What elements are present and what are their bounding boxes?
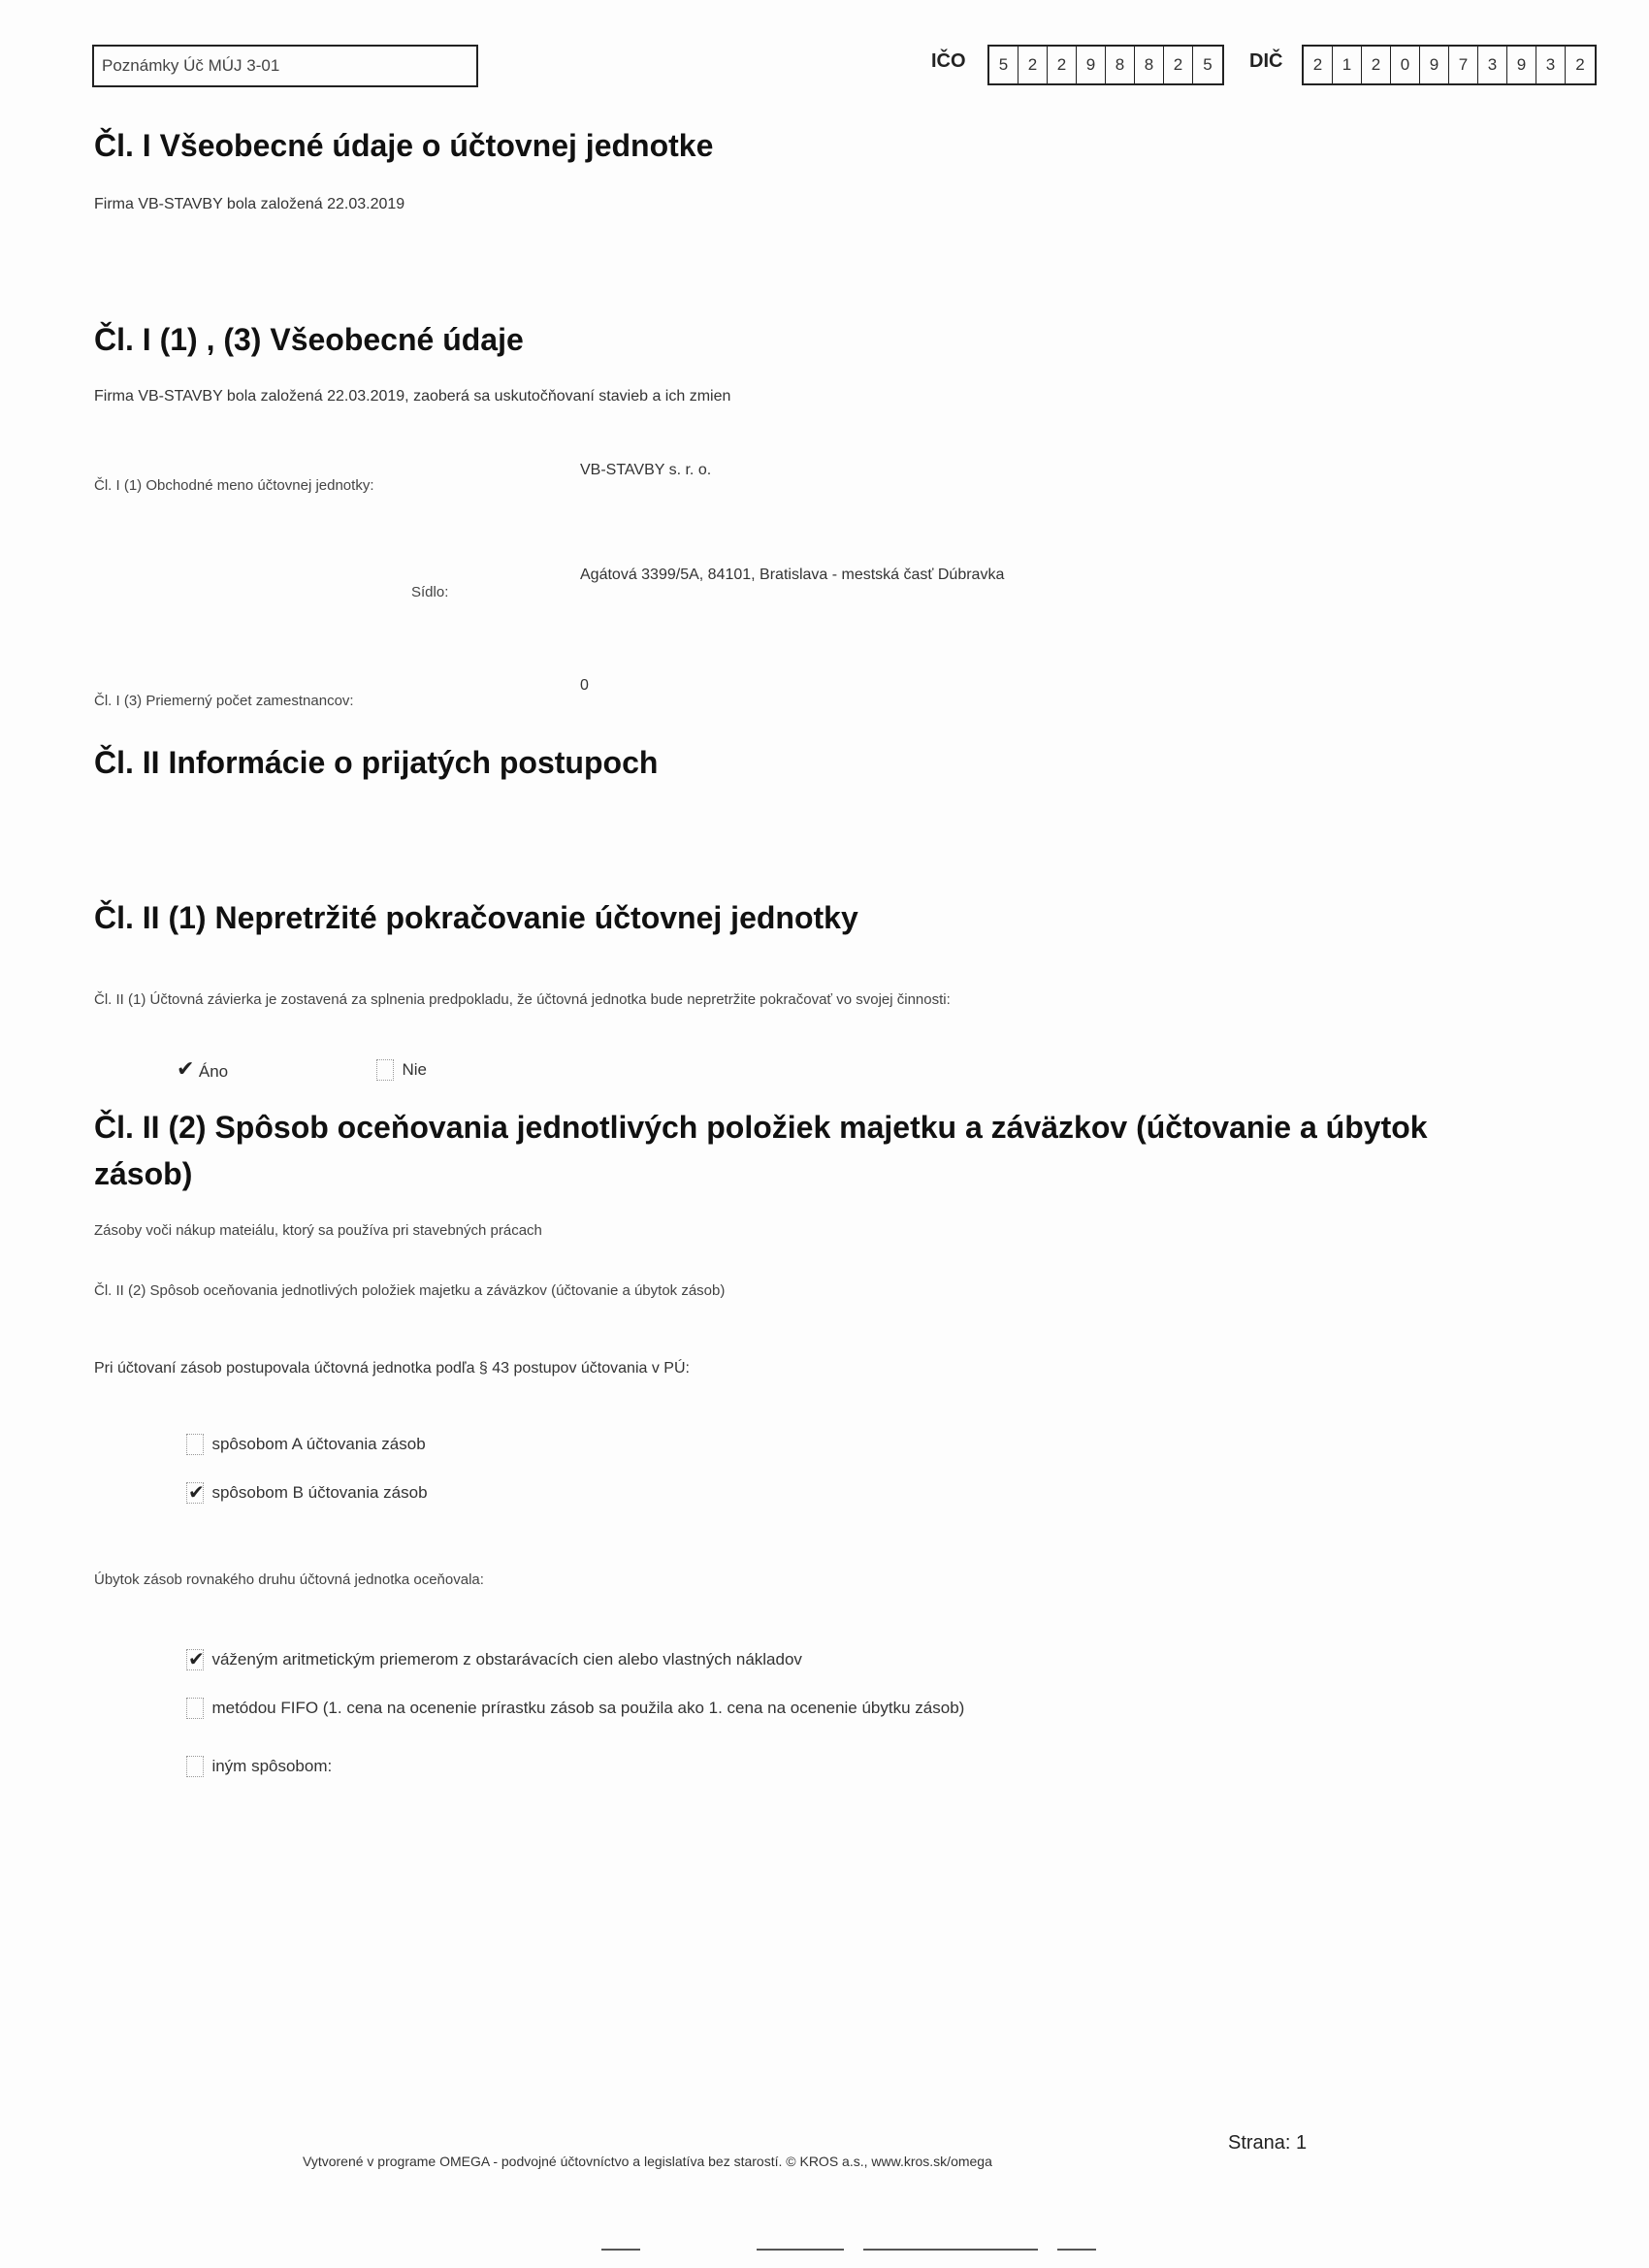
checkmark-icon: ✔ — [177, 1057, 195, 1082]
checkbox-empty-icon — [186, 1434, 204, 1455]
digit-box: 2 — [1362, 47, 1391, 83]
digit-box: 2 — [1164, 47, 1193, 83]
digit-box: 2 — [1048, 47, 1077, 83]
business-name-label: Čl. I (1) Obchodné meno účtovnej jednotky: — [94, 477, 374, 494]
seat-value: Agátová 3399/5A, 84101, Bratislava - mestská časť Dúbravka — [580, 567, 1005, 583]
digit-box: 2 — [1304, 47, 1333, 83]
digit-box: 9 — [1420, 47, 1449, 83]
option-weighted-label: váženým aritmetickým priemerom z obstarávacích cien alebo vlastných nákladov — [211, 1650, 802, 1669]
digit-box: 0 — [1391, 47, 1420, 83]
checkbox-checked-icon — [186, 1482, 204, 1504]
section2-2-title-line2: zásob) — [94, 1156, 193, 1191]
form-code-box: Poznámky Úč MÚJ 3-01 — [92, 45, 478, 87]
ico-label: IČO — [931, 50, 966, 72]
digit-box: 7 — [1449, 47, 1478, 83]
digit-box: 2 — [1018, 47, 1048, 83]
digit-box: 9 — [1077, 47, 1106, 83]
section2-1-title: Čl. II (1) Nepretržité pokračovanie účtovnej jednotky — [94, 900, 858, 935]
section2-title: Čl. II Informácie o prijatých postupoch — [94, 745, 659, 780]
ico-digit-boxes — [987, 45, 1224, 85]
footer-divider — [1057, 2249, 1096, 2251]
footer-divider — [863, 2249, 1038, 2251]
footer-divider — [601, 2249, 640, 2251]
employees-label: Čl. I (3) Priemerný počet zamestnancov: — [94, 693, 354, 709]
digit-box: 5 — [1203, 55, 1212, 74]
digit-box: 8 — [1106, 47, 1135, 83]
valuation-text: Čl. II (2) Spôsob oceňovania jednotlivých položiek majetku a záväzkov (účtovanie a úbytok zásob) — [94, 1282, 726, 1299]
section2-2-title-line1: Čl. II (2) Spôsob oceňovania jednotlivých položiek majetku a záväzkov (účtovanie a úbytok — [94, 1110, 1428, 1145]
section1-text: Firma VB-STAVBY bola založená 22.03.2019 — [94, 196, 405, 212]
dic-label: DIČ — [1249, 50, 1283, 72]
digit-box: 2 — [1575, 55, 1585, 74]
option-other[interactable] — [186, 1756, 332, 1777]
inventory-method-question: Pri účtovaní zásob postupovala účtovná jednotka podľa § 43 postupov účtovania v PÚ: — [94, 1360, 690, 1377]
option-method-a-label: spôsobom A účtovania zásob — [211, 1435, 426, 1453]
dic-digit-boxes — [1302, 45, 1597, 85]
option-method-b-label: spôsobom B účtovania zásob — [211, 1483, 428, 1502]
digit-box: 9 — [1507, 47, 1536, 83]
business-name-value: VB-STAVBY s. r. o. — [580, 462, 712, 478]
option-fifo[interactable] — [186, 1698, 964, 1719]
inventory-text: Zásoby voči nákup mateiálu, ktorý sa používa pri stavebných prácach — [94, 1222, 542, 1239]
section1b-text: Firma VB-STAVBY bola založená 22.03.2019, zaoberá sa uskutočňovaní stavieb a ich zmien — [94, 388, 731, 405]
section1b-title: Čl. I (1) , (3) Všeobecné údaje — [94, 322, 524, 357]
section1-title: Čl. I Všeobecné údaje o účtovnej jednotke — [94, 128, 714, 163]
checkbox-empty-icon — [186, 1756, 204, 1777]
employees-value: 0 — [580, 677, 589, 694]
seat-label: Sídlo: — [411, 584, 449, 600]
option-weighted[interactable] — [186, 1649, 802, 1670]
option-fifo-label: metódou FIFO (1. cena na ocenenie prírastku zásob sa použila ako 1. cena na ocenenie úbytku zásob) — [211, 1699, 965, 1717]
continuity-question: Čl. II (1) Účtovná závierka je zostavená za splnenia predpokladu, že účtovná jednotka bude nepretržite pokračovať vo svojej činnosti: — [94, 991, 951, 1008]
option-no[interactable] — [376, 1059, 427, 1081]
checkbox-empty-icon — [186, 1698, 204, 1719]
option-method-b[interactable] — [186, 1482, 428, 1504]
decrease-question: Úbytok zásob rovnakého druhu účtovná jednotka oceňovala: — [94, 1571, 484, 1588]
digit-box: 8 — [1135, 47, 1164, 83]
digit-box: 1 — [1333, 47, 1362, 83]
option-other-label: iným spôsobom: — [211, 1757, 333, 1775]
checkbox-checked-icon — [186, 1649, 204, 1670]
footer-divider — [757, 2249, 844, 2251]
digit-box: 5 — [989, 47, 1018, 83]
checkbox-empty-icon — [376, 1059, 394, 1081]
option-method-a[interactable] — [186, 1434, 426, 1455]
footer-credit: Vytvorené v programe OMEGA - podvojné účtovníctvo a legislatíva bez starostí. © KROS a.s., www.kros.sk/omega — [303, 2154, 992, 2169]
option-yes-label: Áno — [198, 1061, 229, 1081]
option-yes[interactable] — [177, 1057, 228, 1082]
digit-box: 3 — [1536, 47, 1566, 83]
option-no-label: Nie — [402, 1060, 427, 1079]
digit-box: 3 — [1478, 47, 1507, 83]
page-number: Strana: 1 — [1228, 2132, 1308, 2154]
